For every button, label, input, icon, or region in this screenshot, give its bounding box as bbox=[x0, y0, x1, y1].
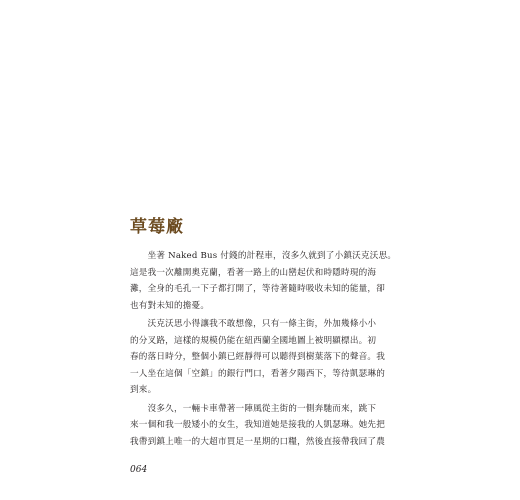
text-line: 這是我一次離開奧克蘭，看著一路上的山巒起伏和時隱時現的海 bbox=[130, 267, 377, 278]
text-line: 我帶到鎮上唯一的大超市買足一星期的口糧，然後直接帶我回了農 bbox=[130, 436, 386, 447]
text-line: 坐著 Naked Bus 付錢的計程車，沒多久就到了小鎮沃克沃思。 bbox=[130, 251, 397, 261]
text-line: 也有對未知的擔憂。 bbox=[130, 300, 210, 311]
chapter-title: 草莓廠 bbox=[130, 217, 184, 237]
text-line: 灘，全身的毛孔一下子都打開了，等待著隨時吸收未知的能量，卻 bbox=[130, 284, 386, 294]
text-line: 沒多久，一輛卡車帶著一陣風從主街的一側奔馳而來，跳下 bbox=[130, 403, 377, 414]
text-line: 沃克沃思小得讓我不敢想像，只有一條主街，外加幾條小小 bbox=[130, 319, 377, 329]
paragraph bbox=[130, 316, 386, 399]
body-text bbox=[130, 248, 397, 452]
text-line: 來一個和我一般矮小的女生，我知道她是接我的人凱瑟琳。她先把 bbox=[130, 420, 386, 430]
text-line: 的分叉路，這樣的規模仍能在紐西蘭全國地圖上被明顯標出。初 bbox=[130, 335, 377, 346]
text-line: 到來。 bbox=[130, 385, 157, 395]
text-line: 春的落日時分，整個小鎮已經靜得可以聽得到樹葉落下的聲音。我 bbox=[130, 352, 386, 362]
paragraph bbox=[130, 248, 397, 314]
text-line: 一人坐在這個「空鎮」的銀行門口，看著夕陽西下，等待凱瑟琳的 bbox=[130, 368, 386, 379]
page-number: 064 bbox=[130, 465, 148, 475]
paragraph bbox=[130, 401, 386, 451]
